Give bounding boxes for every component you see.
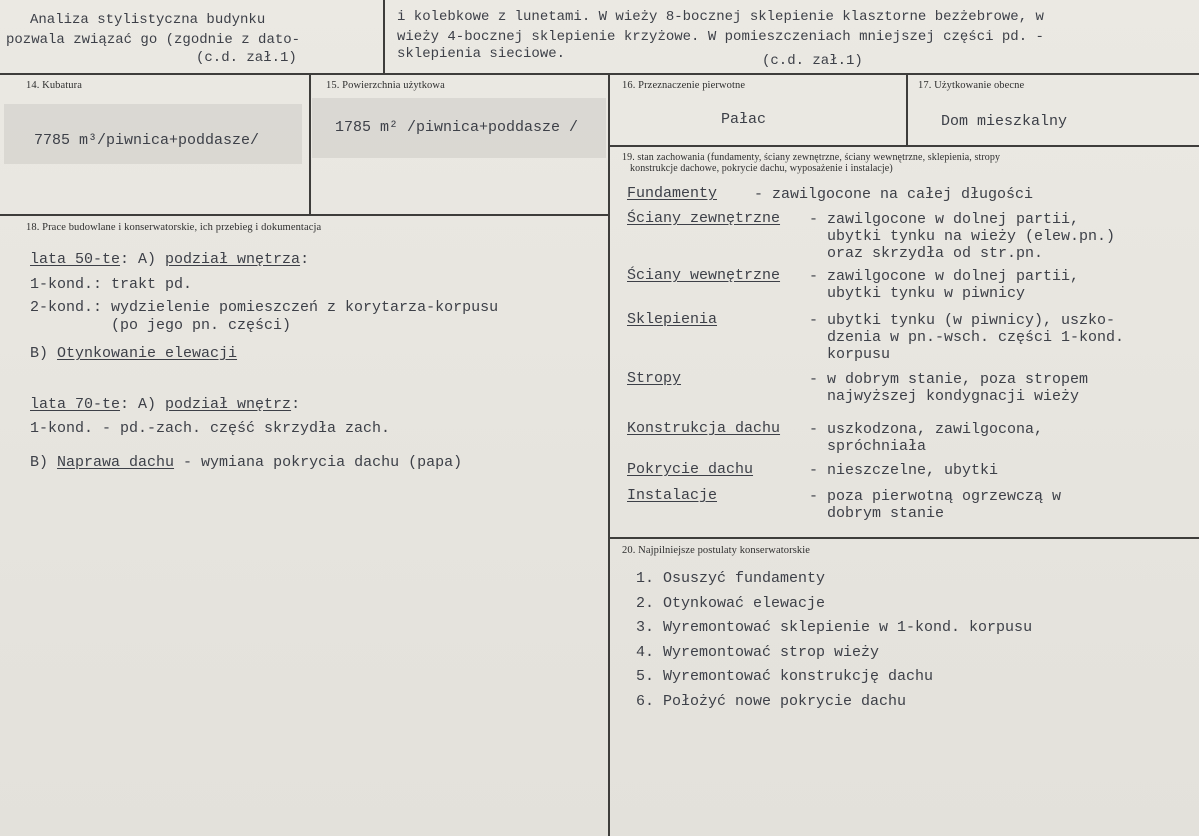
condition-key: Ściany zewnętrzne: [627, 210, 781, 227]
field-18-line: [30, 277, 192, 293]
condition-text: - w dobrym stanie, poza stropem najwyższej kondygnacji wieży: [809, 371, 1089, 405]
work-heading: Otynkowanie elewacji: [57, 345, 238, 362]
line-text: B): [30, 345, 58, 362]
postulate-item: 1. Osuszyć fundamenty: [636, 570, 826, 587]
rule-row-19: [609, 537, 1199, 539]
rule-top: [0, 73, 1199, 75]
field-14-label: 14. Kubatura: [26, 80, 83, 91]
condition-text: - zawilgocone w dolnej partii, ubytki tynku w piwnicy: [809, 268, 1080, 302]
field-18-line: [30, 252, 309, 268]
field-18-label: 18. Prace budowlane i konserwatorskie, ich przebieg i dokumentacja: [26, 222, 322, 233]
work-heading: podział wnętrza: [165, 251, 301, 268]
field-17-value: Dom mieszkalny: [941, 113, 1068, 130]
field-15-label: 15. Powierzchnia użytkowa: [326, 80, 445, 91]
top-left-line-1: Analiza stylistyczna budynku: [30, 12, 266, 28]
rule-row-14: [0, 214, 609, 216]
condition-text: - nieszczelne, ubytki: [800, 462, 999, 479]
field-18-line: [30, 421, 390, 437]
period-label: lata 70-te: [30, 396, 121, 413]
condition-text: - zawilgocone na całej długości: [745, 186, 1034, 203]
top-right-line-4: (c.d. zał.1): [762, 53, 863, 69]
period-label: lata 50-te: [30, 251, 121, 268]
work-heading: Naprawa dachu: [57, 454, 175, 471]
rule-col-main: [608, 73, 610, 836]
postulate-item: 2. Otynkować elewacje: [636, 594, 826, 612]
line-text-tail: :: [300, 251, 310, 268]
condition-text: - uszkodzona, zawilgocona, spróchniała: [809, 421, 1044, 455]
line-text: B): [30, 454, 58, 471]
condition-key: Fundamenty: [627, 185, 718, 202]
field-16-value: Pałac: [721, 111, 767, 128]
field-19-label-1: 19. stan zachowania (fundamenty, ściany zewnętrzne, ściany wewnętrzne, sklepienia, stropy: [622, 152, 1001, 163]
rule-col-16-17: [906, 73, 908, 145]
rule-col-14-15: [309, 73, 311, 214]
postulate-item: 6. Położyć nowe pokrycie dachu: [636, 693, 907, 710]
top-right-line-2: wieży 4-bocznej sklepienie krzyżowe. W pomieszczeniach mniejszej części pd. -: [397, 29, 1044, 45]
line-text: 2-kond.: wydzielenie pomieszczeń z korytarza-korpusu: [30, 299, 499, 316]
field-20-label: 20. Najpilniejsze postulaty konserwatorskie: [622, 545, 811, 556]
field-18-line: [30, 397, 300, 413]
field-18-line: [30, 346, 237, 362]
condition-key: Ściany wewnętrzne: [627, 267, 781, 284]
top-right-line-3: sklepienia sieciowe.: [397, 46, 566, 62]
line-text: 1-kond.: trakt pd.: [30, 276, 193, 293]
line-text: : A): [120, 396, 166, 413]
work-heading: podział wnętrz: [165, 396, 292, 413]
line-text: (po jego pn. części): [30, 317, 292, 334]
field-18-line: [30, 318, 291, 334]
postulate-item: 4. Wyremontować strop wieży: [636, 643, 880, 661]
field-18-line: [30, 300, 498, 316]
condition-text: - ubytki tynku (w piwnicy), uszko- dzenia w pn.-wsch. części 1-kond. korpusu: [809, 312, 1125, 363]
top-right-line-1: i kolebkowe z lunetami. W wieży 8-bocznej sklepienie klasztorne bezżebrowe, w: [397, 9, 1044, 25]
condition-key: Sklepienia: [627, 311, 718, 328]
postulate-item: 3. Wyremontować sklepienie w 1-kond. korpusu: [636, 619, 1033, 637]
line-text-tail: - wymiana pokrycia dachu (papa): [174, 454, 463, 471]
top-left-line-3: (c.d. zał.1): [196, 50, 297, 66]
top-left-line-2: pozwala związać go (zgodnie z dato-: [6, 32, 301, 48]
field-18-line: [30, 455, 462, 471]
line-text: : A): [120, 251, 166, 268]
condition-text: - poza pierwotną ogrzewczą w dobrym stanie: [809, 488, 1062, 522]
field-17-label: 17. Użytkowanie obecne: [918, 80, 1025, 91]
postulate-item: 5. Wyremontować konstrukcję dachu: [636, 668, 934, 686]
field-15-value: 1785 m² /piwnica+poddasze /: [335, 119, 579, 136]
rule-top-split: [383, 0, 385, 73]
condition-key: Instalacje: [627, 487, 718, 504]
condition-key: Stropy: [627, 370, 682, 387]
line-text-tail: :: [291, 396, 301, 413]
field-16-label: 16. Przeznaczenie pierwotne: [622, 80, 746, 91]
rule-row-16: [609, 145, 1199, 147]
condition-text: - zawilgocone w dolnej partii, ubytki tynku na wieży (elew.pn.) oraz skrzydła od str.pn.: [809, 211, 1116, 262]
line-text: 1-kond. - pd.-zach. część skrzydła zach.: [30, 420, 391, 437]
condition-key: Pokrycie dachu: [627, 461, 754, 478]
condition-key: Konstrukcja dachu: [627, 420, 781, 437]
field-14-value: 7785 m³/piwnica+poddasze/: [34, 132, 260, 149]
field-19-label-2: konstrukcje dachowe, pokrycie dachu, wyposażenie i instalacje): [630, 163, 893, 174]
